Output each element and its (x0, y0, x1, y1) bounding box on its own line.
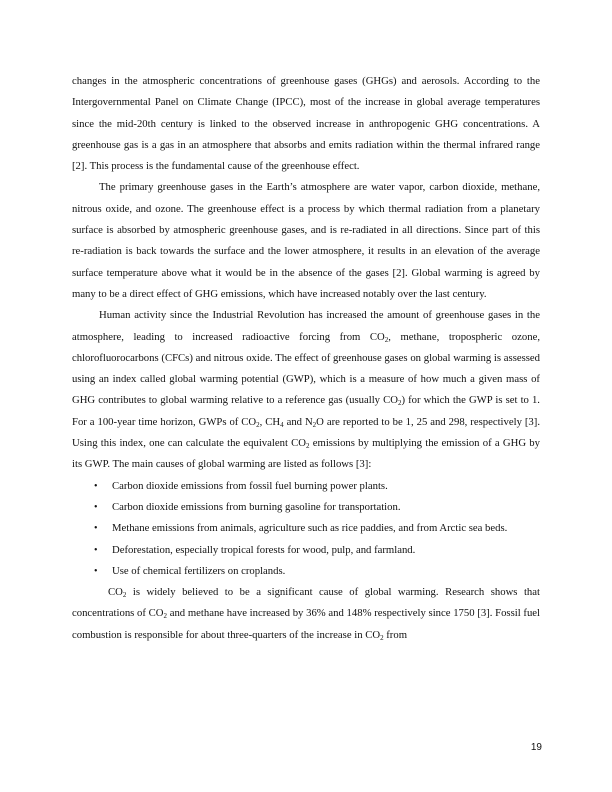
text-segment: and methane have increased by 36% and 148% respectively since 1750 [3]. Fossil fuel combustion is responsible for about three-quarters of the increase in CO (72, 607, 540, 641)
list-item (72, 561, 540, 582)
list-item-text: Carbon dioxide emissions from fossil fuel burning power plants. (112, 479, 388, 492)
document-body (72, 71, 540, 646)
causes-list (72, 476, 540, 582)
text-segment: Human activity since the Industrial Revolution has increased the amount of greenhouse gases in the atmosphere, leading to increased radioactive forcing from CO (72, 309, 540, 343)
list-item (72, 497, 540, 518)
page-number: 19 (530, 742, 542, 753)
list-item-text: Methane emissions from animals, agriculture such as rice paddies, and from Arctic sea beds. (112, 522, 508, 535)
text-segment: ) for which the GWP is set to 1. For a 100-year time horizon, GWPs of CO (72, 394, 540, 428)
bullet-icon: • (94, 565, 98, 577)
list-item-text: Carbon dioxide emissions from burning gasoline for transportation. (112, 500, 401, 513)
bullet-icon: • (94, 523, 98, 535)
text-segment: , CH (259, 415, 281, 428)
text-segment: is widely believed to be a significant cause of global warming. Research shows that concentrations of CO (72, 586, 540, 620)
paragraph-3 (72, 305, 540, 475)
bullet-icon: • (94, 501, 98, 513)
list-item (72, 540, 540, 561)
text-segment: CO (108, 586, 123, 599)
list-item (72, 518, 540, 539)
text-segment: emissions by multiplying the emission of a GHG by its GWP. The main causes of global warming are listed as follows [3]: (72, 437, 540, 471)
bullet-icon: • (94, 544, 98, 556)
list-item (72, 476, 540, 497)
subscript: 2 (397, 399, 402, 408)
paragraph-2: The primary greenhouse gases in the Earth’s atmosphere are water vapor, carbon dioxide, methane, nitrous oxide, and ozone. The greenhouse effect is a process by which thermal radiation from a planetary surface is absorbed by atmospheric greenhouse gases, and is re-radiated in all directions. Since part of this re-radiation is back towards the surface and the lower atmosphere, it results in an elevation of the average surface temperature above what it would be in the absence of the gases [2]. Global warming is agreed by many to be a direct effect of GHG emissions, which have increased notably over the last century. (72, 181, 540, 300)
subscript: 2 (384, 335, 389, 344)
subscript: 2 (122, 591, 127, 600)
paragraph-1: changes in the atmospheric concentrations of greenhouse gases (GHGs) and aerosols. According to the Intergovernmental Panel on Climate Change (IPCC), most of the increase in global average temperatures since the mid-20th century is linked to the observed increase in anthropogenic GHG concentrations. A greenhouse gas is a gas in an atmosphere that absorbs and emits radiation within the thermal infrared range [2]. This process is the fundamental cause of the greenhouse effect. (72, 75, 540, 173)
text-segment: O are reported to be 1, 25 and 298, respectively [3]. Using this index, one can calculate the equivalent CO (72, 415, 540, 450)
list-item-text: Use of chemical fertilizers on croplands. (112, 564, 286, 577)
paragraph-4 (72, 582, 540, 646)
list-item-text: Deforestation, especially tropical forests for wood, pulp, and farmland. (112, 543, 416, 556)
subscript: 2 (380, 633, 384, 642)
subscript: 2 (256, 420, 260, 429)
text-segment: and N (283, 415, 313, 428)
subscript: 2 (163, 612, 167, 621)
subscript: 2 (312, 420, 317, 429)
subscript: 4 (280, 420, 284, 429)
subscript: 2 (306, 442, 310, 451)
text-segment: , methane, tropospheric ozone, chlorofluorocarbons (CFCs) and nitrous oxide. The effect of greenhouse gases on global warming is assessed using an index called global warming potential (GWP), which is a measure of how much a given mass of GHG contributes to global warming relative to a reference gas (usually CO (72, 330, 540, 407)
text-segment: from (383, 628, 408, 641)
bullet-icon: • (94, 480, 98, 492)
